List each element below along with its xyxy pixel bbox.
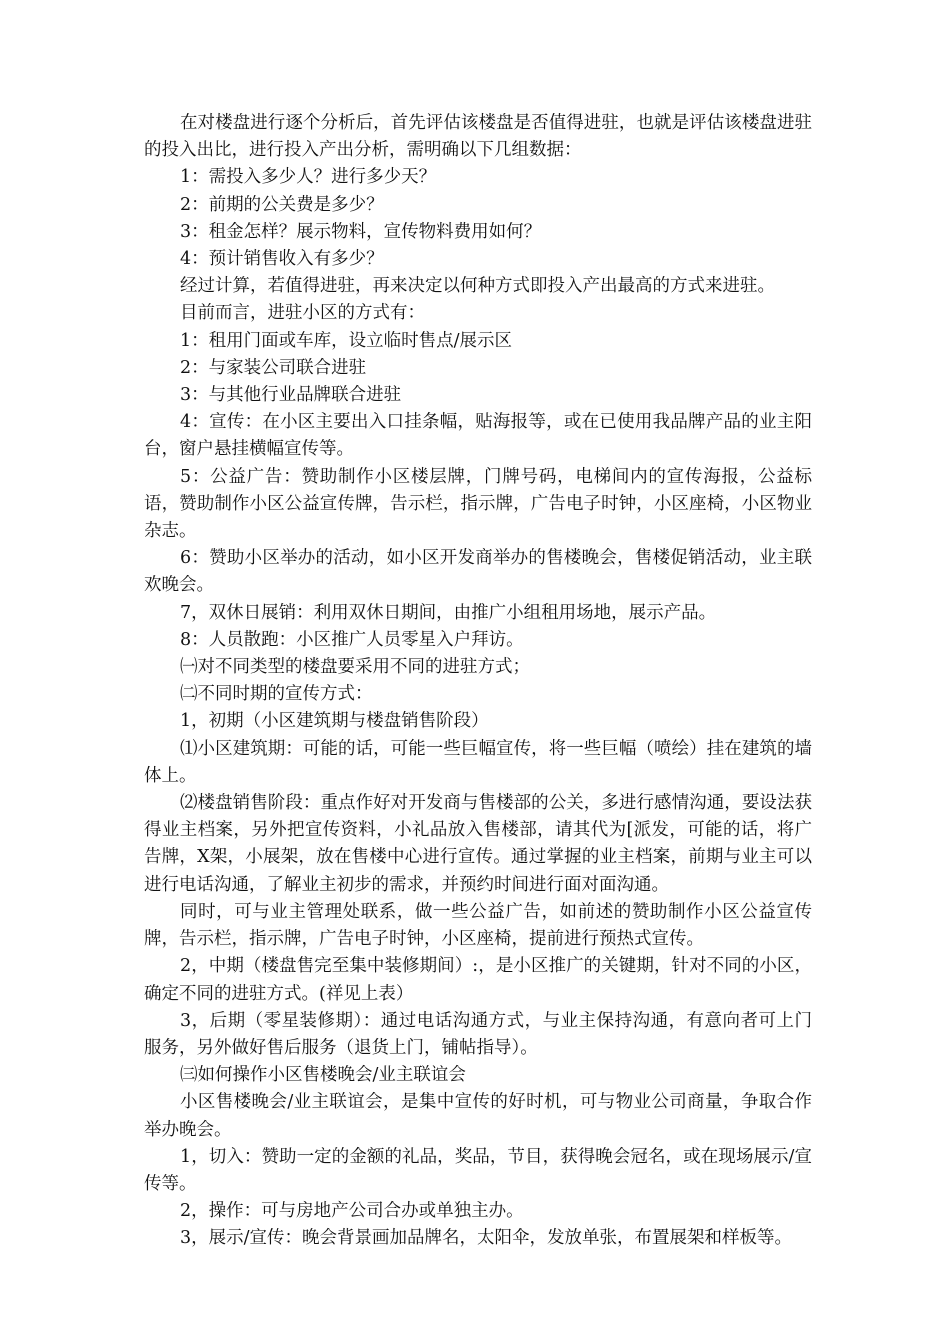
paragraph: 5：公益广告：赞助制作小区楼层牌，门牌号码，电梯间内的宣传海报，公益标语，赞助制作小区公益宣传牌，告示栏，指示牌，广告电子时钟，小区座椅，小区物业杂志。 <box>144 466 812 542</box>
paragraph: 3：租金怎样？展示物料，宣传物料费用如何？ <box>180 221 542 242</box>
paragraph: 2：与家装公司联合进驻 <box>180 357 367 378</box>
paragraph: 1：需投入多少人？进行多少天？ <box>180 167 437 188</box>
paragraph: 3，后期（零星装修期）：通过电话沟通方式，与业主保持沟通，有意向者可上门服务，另外做好售后服务（退货上门，铺帖指导）。 <box>144 1010 812 1058</box>
paragraph: 目前而言，进驻小区的方式有： <box>180 303 425 324</box>
paragraph: 2，操作：可与房地产公司合办或单独主办。 <box>180 1201 524 1222</box>
paragraph: 3：与其他行业品牌联合进驻 <box>180 385 402 406</box>
paragraph: ⑴小区建筑期：可能的话，可能一些巨幅宣传，将一些巨幅（喷绘）挂在建筑的墙体上。 <box>144 738 812 786</box>
paragraph: 在对楼盘进行逐个分析后，首先评估该楼盘是否值得进驻，也就是评估该楼盘进驻的投入出比，进行投入产出分析，需明确以下几组数据： <box>144 113 812 161</box>
paragraph: 经过计算，若值得进驻，再来决定以何种方式即投入产出最高的方式来进驻。 <box>180 276 775 297</box>
paragraph: 3，展示/宣传：晚会背景画加品牌名，太阳伞，发放单张，布置展架和样板等。 <box>180 1228 793 1249</box>
paragraph: ㈢如何操作小区售楼晚会/业主联谊会 <box>180 1065 466 1086</box>
paragraph: 1，初期（小区建筑期与楼盘销售阶段） <box>180 711 489 732</box>
paragraph: 同时，可与业主管理处联系，做一些公益广告，如前述的赞助制作小区公益宣传牌，告示栏，指示牌，广告电子时钟，小区座椅，提前进行预热式宣传。 <box>144 901 812 950</box>
paragraph: 2，中期（楼盘售完至集中装修期间）:，是小区推广的关键期，针对不同的小区，确定不同的进驻方式。(祥见上表） <box>144 956 812 1004</box>
paragraph: ㈡不同时期的宣传方式： <box>180 684 373 705</box>
paragraph: ㈠对不同类型的楼盘要采用不同的进驻方式； <box>180 657 530 678</box>
paragraph: 4：预计销售收入有多少？ <box>180 249 384 270</box>
paragraph: 1，切入：赞助一定的金额的礼品，奖品，节目，获得晚会冠名，或在现场展示/宣传等。 <box>144 1146 812 1194</box>
document-body <box>144 110 812 1253</box>
paragraph: 6：赞助小区举办的活动，如小区开发商举办的售楼晚会，售楼促销活动，业主联欢晚会。 <box>144 548 812 596</box>
paragraph: 1：租用门面或车库，设立临时售点/展示区 <box>180 330 513 351</box>
paragraph: 小区售楼晚会/业主联谊会，是集中宣传的好时机，可与物业公司商量，争取合作举办晚会。 <box>144 1092 812 1140</box>
paragraph: 2：前期的公关费是多少？ <box>180 194 384 215</box>
paragraph: 8：人员散跑：小区推广人员零星入户拜访。 <box>180 629 524 650</box>
paragraph: 7，双休日展销：利用双休日期间，由推广小组租用场地，展示产品。 <box>180 602 717 623</box>
paragraph: 4：宣传：在小区主要出入口挂条幅，贴海报等，或在已使用我品牌产品的业主阳台，窗户悬挂横幅宣传等。 <box>144 412 812 460</box>
paragraph: ⑵楼盘销售阶段：重点作好对开发商与售楼部的公关，多进行感情沟通，要设法获得业主档案，另外把宣传资料，小礼品放入售楼部，请其代为[派发，可能的话，将广告牌，X架，小展架，放在售楼中心进行宣传。通过掌握的业主档案，前期与业主可以进行电话沟通，了解业主初步的需求，并预约时间进行面对面沟通。 <box>144 793 812 895</box>
